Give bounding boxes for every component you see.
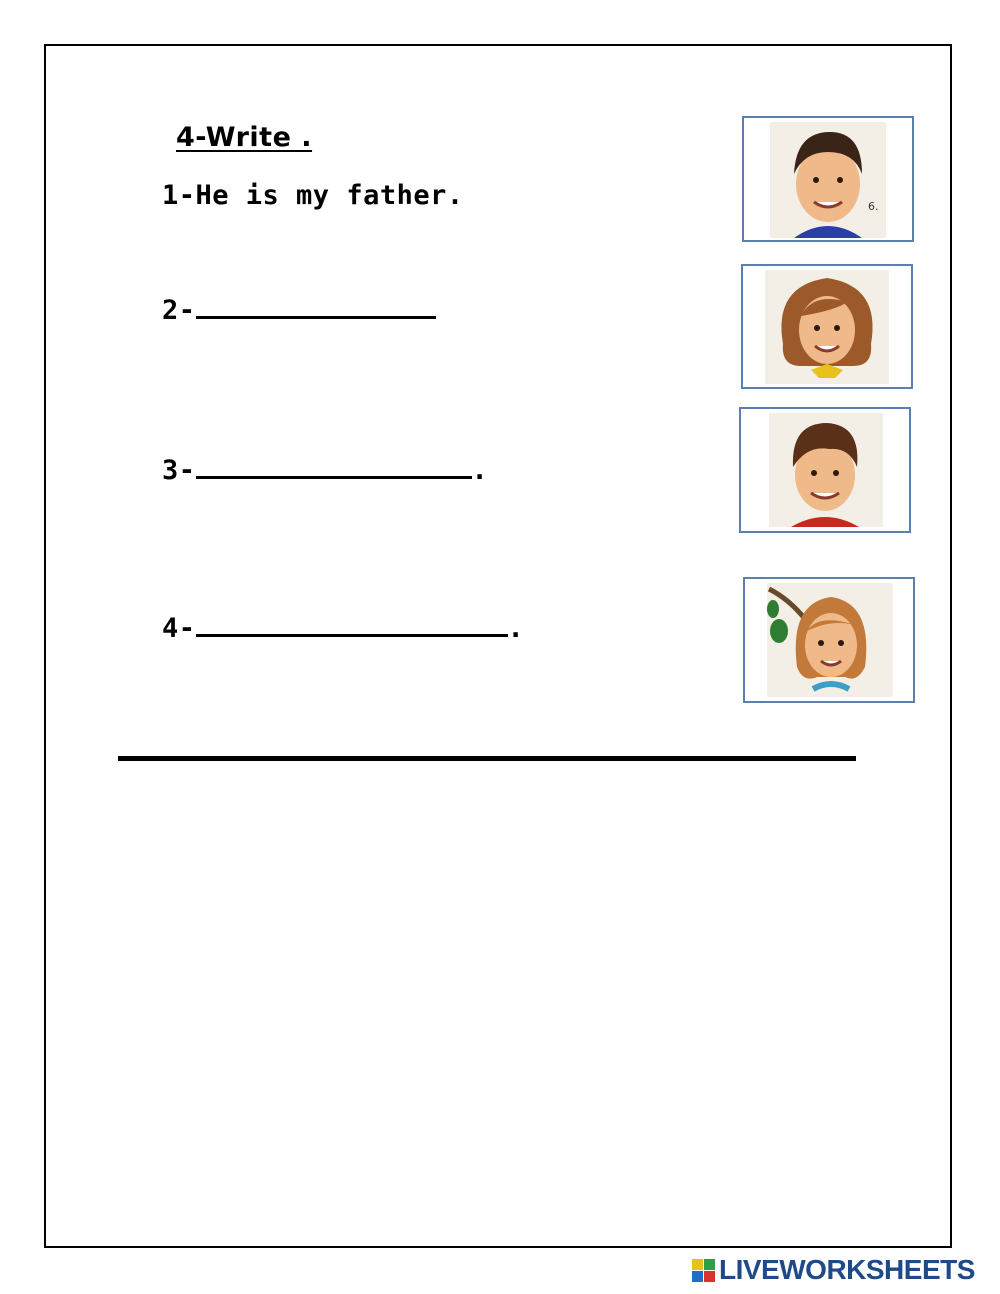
item-number: 1- (162, 180, 196, 211)
father-picture (742, 116, 914, 242)
item-number: 3- (162, 455, 196, 486)
mother-face-icon (743, 266, 911, 387)
sentence-3 (162, 454, 488, 486)
section-divider (118, 756, 856, 761)
exercise-title: 4-Write . (176, 122, 313, 153)
item-number: 4- (162, 613, 196, 644)
father-face-icon (744, 118, 912, 240)
sentence-period: . (507, 613, 525, 644)
liveworksheets-logo-icon (692, 1259, 715, 1282)
answer-blank-4[interactable] (196, 612, 508, 637)
boy-face-icon (741, 409, 909, 531)
mother-picture (741, 264, 913, 389)
girl-picture (743, 577, 915, 703)
liveworksheets-logo (692, 1255, 975, 1285)
svg-text:6.: 6. (868, 200, 879, 213)
sentence-2 (162, 294, 436, 326)
sentence-4 (162, 612, 524, 644)
brand-name: LIVEWORKSHEETS (719, 1254, 975, 1285)
answer-blank-3[interactable] (196, 454, 472, 479)
sentence-1 (162, 180, 464, 211)
boy-picture (739, 407, 911, 533)
answer-blank-2[interactable] (196, 294, 436, 319)
girl-face-icon (745, 579, 913, 701)
example-sentence: He is my father. (195, 180, 464, 211)
item-number: 2- (162, 295, 196, 326)
sentence-period: . (471, 455, 489, 486)
